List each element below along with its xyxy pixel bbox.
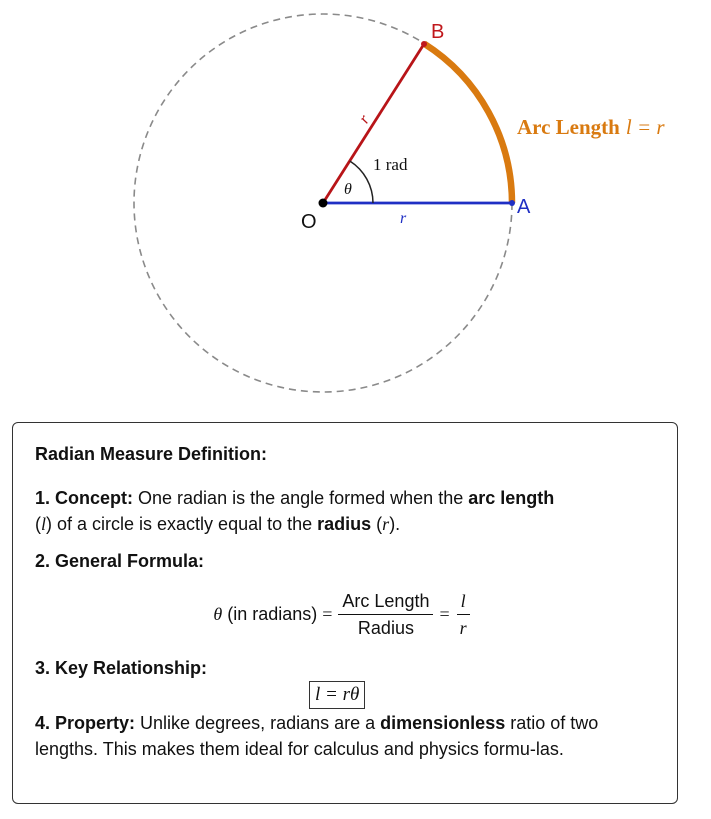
radius-OA-label: r <box>400 210 407 227</box>
angle-marker-arc <box>350 161 373 203</box>
concept-text-c: ). <box>389 514 401 534</box>
item-concept <box>35 485 659 537</box>
fraction-numerator-arc-length: Arc Length <box>338 590 433 615</box>
concept-paren-open-2: ( <box>371 514 383 534</box>
arc-length-AB <box>424 44 512 203</box>
fraction-l-over-r <box>456 590 471 639</box>
definition-box <box>12 422 678 804</box>
concept-bold-arc-length: arc length <box>468 488 555 508</box>
concept-text-a: One radian is the angle formed when the <box>133 488 469 508</box>
property-text-a: Unlike degrees, radians are a <box>135 713 381 733</box>
point-B-label: B <box>431 21 445 43</box>
property-bold-dimensionless: dimensionless <box>380 713 506 733</box>
angle-theta-label: θ <box>344 181 352 198</box>
general-formula <box>13 586 677 642</box>
formula-heading: 2. General Formula: <box>35 551 205 571</box>
point-O-dot <box>319 199 328 208</box>
item-property <box>35 710 659 762</box>
arc-length-label <box>517 115 665 139</box>
radius-OB <box>323 44 424 203</box>
concept-math-l: l <box>41 514 47 534</box>
angle-1rad-label: 1 rad <box>373 155 408 174</box>
formula-theta: θ <box>213 603 223 624</box>
fraction-arc-over-radius <box>338 590 433 639</box>
concept-paren-open: ( <box>35 514 41 534</box>
concept-heading: 1. Concept: <box>35 488 134 508</box>
boxed-formula-l-equals-r-theta: l = rθ <box>309 681 365 709</box>
concept-text-b: ) of a circle is exactly equal to the <box>46 514 318 534</box>
property-heading: 4. Property: <box>35 713 136 733</box>
fraction-denominator-r: r <box>459 617 467 638</box>
arc-length-label-text: Arc Length <box>517 115 620 139</box>
fraction-denominator-radius: Radius <box>357 617 414 638</box>
property-text-b: ratio of two lengths. This makes them ideal for calculus and physics formu-las. <box>35 713 599 759</box>
point-A-dot <box>509 200 515 206</box>
formula-equals-1: = <box>322 603 333 624</box>
fraction-numerator-l: l <box>457 590 470 615</box>
formula-equals-2: = <box>439 603 450 624</box>
point-O-label: O <box>301 211 317 233</box>
point-B-dot <box>421 41 427 47</box>
concept-bold-radius: radius <box>317 514 372 534</box>
formula-in-radians: (in radians) <box>222 603 323 624</box>
definition-title: Radian Measure Definition: <box>35 444 268 464</box>
relationship-heading: 3. Key Relationship: <box>35 658 208 678</box>
concept-math-r: r <box>382 514 390 534</box>
arc-length-label-math: l = r <box>625 115 665 139</box>
point-A-label: A <box>517 196 531 218</box>
radius-OB-label: r <box>355 112 374 127</box>
